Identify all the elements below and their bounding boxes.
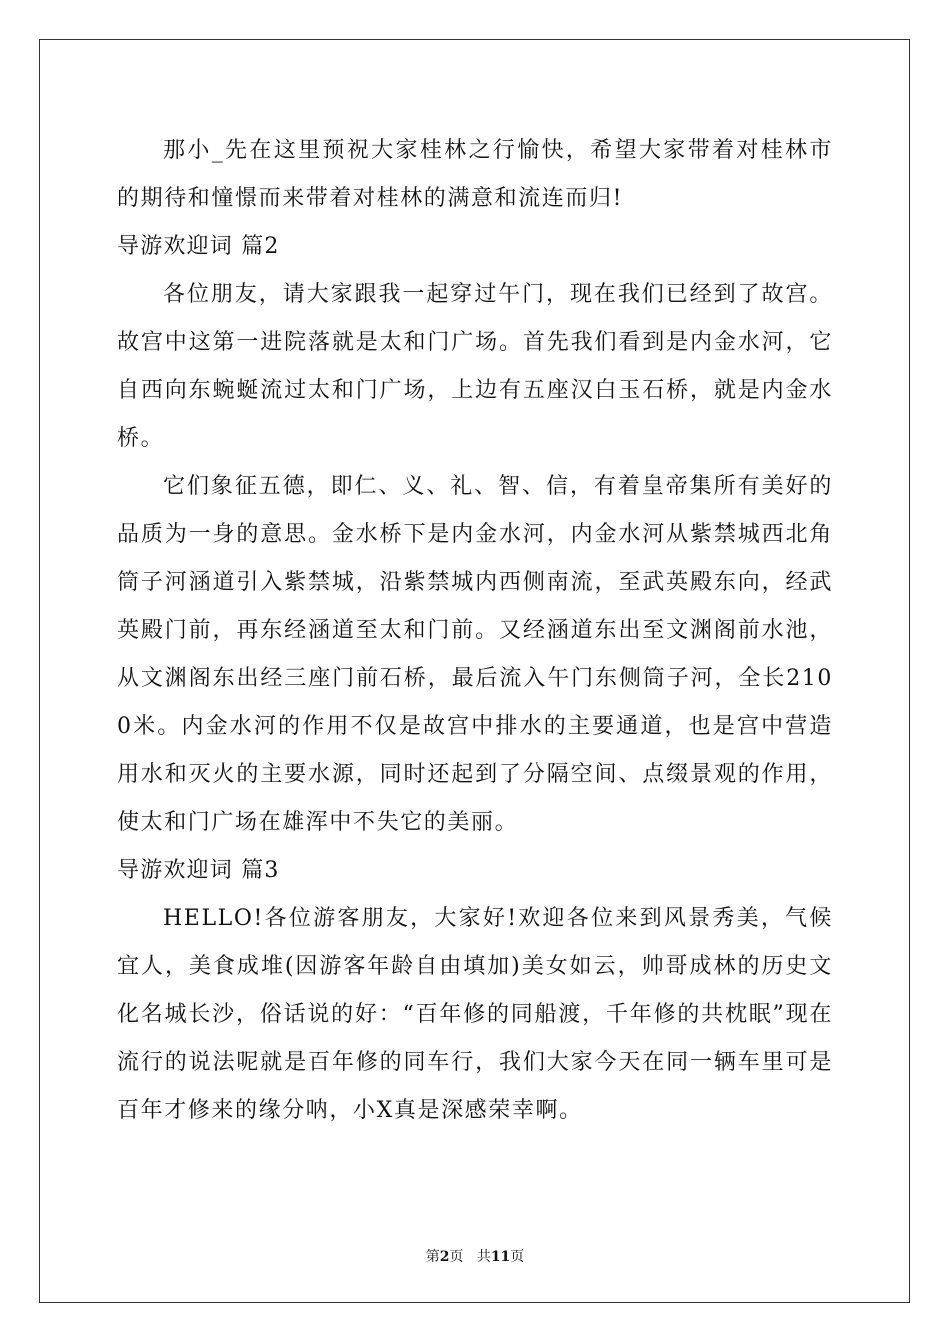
total-pages: 11	[490, 1249, 511, 1265]
page-footer	[0, 1247, 950, 1267]
paragraph: 各位朋友，请大家跟我一起穿过午门，现在我们已经到了故宫。故宫中这第一进院落就是太和门广场。首先我们看到是内金水河，它自西向东蜿蜒流过太和门广场，上边有五座汉白玉石桥，就是内金水桥。	[117, 282, 833, 451]
page-suffix: 页	[449, 1249, 464, 1265]
document-body	[117, 127, 833, 1135]
total-prefix: 共	[476, 1249, 491, 1265]
paragraph: 它们象征五德，即仁、义、礼、智、信，有着皇帝集所有美好的品质为一身的意思。金水桥下是内金水河，内金水河从紫禁城西北角筒子河涵道引入紫禁城，沿紫禁城内西侧南流，至武英殿东向，经武英殿门前，再东经涵道至太和门前。又经涵道东出至文渊阁前水池，从文渊阁东出经三座门前石桥，最后流入午门东侧筒子河，全长2100米。内金水河的作用不仅是故宫中排水的主要通道，也是宫中营造用水和灭火的主要水源，同时还起到了分隔空间、点缀景观的作用，使太和门广场在雄浑中不失它的美丽。	[117, 474, 833, 835]
page-number: 2	[439, 1249, 450, 1265]
section-heading: 导游欢迎词 篇2	[117, 234, 280, 259]
page-prefix: 第	[425, 1249, 440, 1265]
paragraph: HELLO!各位游客朋友，大家好!欢迎各位来到风景秀美，气候宜人，美食成堆(因游客年龄自由填加)美女如云，帅哥成林的历史文化名城长沙，俗话说的好：“百年修的同船渡，千年修的共枕眠”现在流行的说法呢就是百年修的同车行，我们大家今天在同一辆车里可是百年才修来的缘分呐，小X真是深感荣幸啊。	[117, 906, 833, 1123]
total-suffix: 页	[510, 1249, 525, 1265]
section-heading: 导游欢迎词 篇3	[117, 858, 280, 883]
paragraph: 那小_先在这里预祝大家桂林之行愉快，希望大家带着对桂林市的期待和憧憬而来带着对桂林的满意和流连而归!	[117, 138, 833, 211]
